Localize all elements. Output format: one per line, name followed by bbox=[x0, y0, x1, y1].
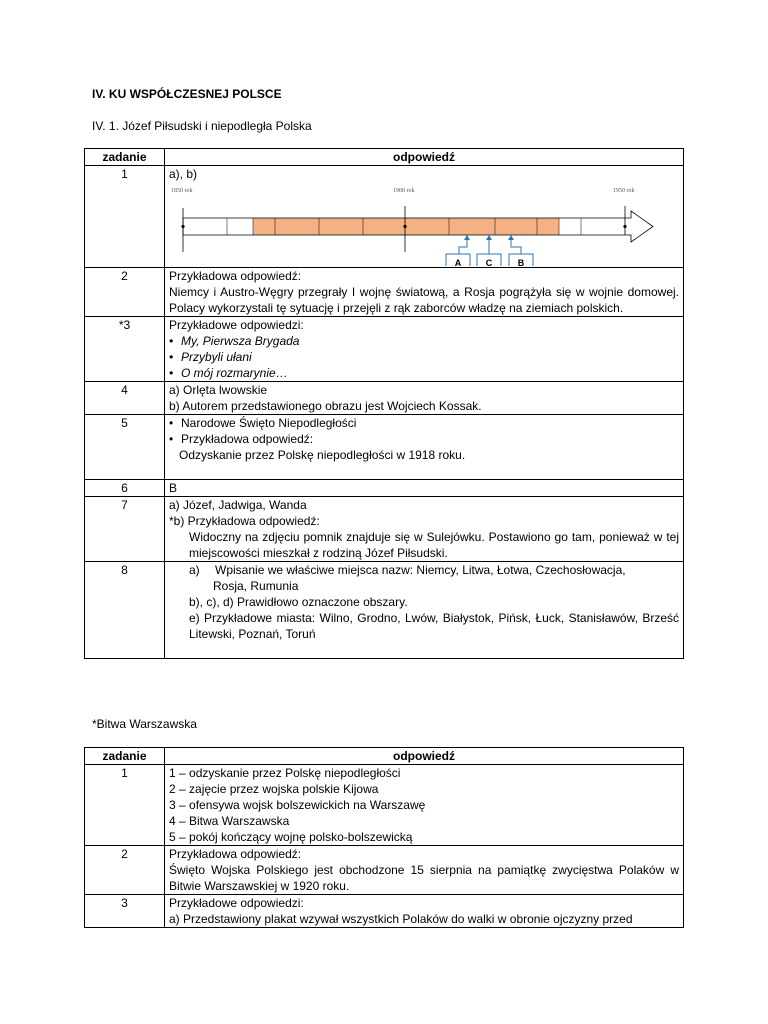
header-zadanie: zadanie bbox=[85, 149, 165, 166]
answer-cell bbox=[165, 765, 684, 846]
table-row bbox=[85, 268, 684, 317]
header-odpowiedz: odpowiedź bbox=[165, 748, 684, 765]
marker-boxes bbox=[446, 254, 533, 266]
answer-cell bbox=[165, 268, 684, 317]
list-item: • Przybyli ułani bbox=[169, 349, 679, 365]
answer-cell: B bbox=[165, 480, 684, 497]
list-item: • My, Pierwsza Brygada bbox=[169, 333, 679, 349]
list-item: 5 – pokój kończący wojnę polsko-bolszewicką bbox=[169, 830, 413, 844]
answer-cell bbox=[165, 562, 684, 659]
table-row bbox=[85, 895, 684, 928]
list-item: • Przykładowa odpowiedź: bbox=[169, 431, 679, 447]
task-number: 5 bbox=[85, 415, 165, 480]
task-number: 4 bbox=[85, 382, 165, 415]
answer-line bbox=[169, 562, 679, 578]
table-row bbox=[85, 846, 684, 895]
list-item: • O mój rozmarynie… bbox=[169, 365, 679, 381]
answer-text: Widoczny na zdjęciu pomnik znajduje się w Sulejówku. Postawiono go tam, ponieważ w tej miejscowości mieszkał z rodziną Józef Piłsudski. bbox=[189, 530, 679, 560]
task-number: 6 bbox=[85, 480, 165, 497]
answer-line: b), c), d) Prawidłowo oznaczone obszary. bbox=[189, 595, 408, 609]
task-number: 7 bbox=[85, 497, 165, 562]
table-row bbox=[85, 382, 684, 415]
answer-text: Odzyskanie przez Polskę niepodległości w 1918 roku. bbox=[179, 448, 466, 462]
marker-arrowheads bbox=[464, 235, 514, 240]
answer-marker: a) bbox=[189, 563, 200, 577]
answer-intro: Przykładowa odpowiedź: bbox=[169, 847, 302, 861]
task-number: 2 bbox=[85, 846, 165, 895]
answer-intro: Przykładowe odpowiedzi: bbox=[169, 318, 304, 332]
answer-list bbox=[169, 415, 679, 447]
list-item: 1 – odzyskanie przez Polskę niepodległości bbox=[169, 766, 401, 780]
task-number: 1 bbox=[85, 166, 165, 268]
task-number: *3 bbox=[85, 317, 165, 382]
answer-intro: Przykładowa odpowiedź: bbox=[169, 269, 302, 283]
table-row bbox=[85, 765, 684, 846]
marker-a-label: A bbox=[454, 258, 462, 266]
list-item: 2 – zajęcie przez wojska polskie Kijowa bbox=[169, 782, 379, 796]
answer-cell bbox=[165, 415, 684, 480]
answer-cell bbox=[165, 382, 684, 415]
task-number: 2 bbox=[85, 268, 165, 317]
answer-line: Rosja, Rumunia bbox=[213, 579, 299, 593]
answers-table-2 bbox=[84, 747, 684, 928]
timeline-year-mid: 1900 rok bbox=[393, 188, 415, 194]
task-number: 1 bbox=[85, 765, 165, 846]
answer-text: Wpisanie we właściwe miejsca nazw: Niemcy, Litwa, Łotwa, Czechosłowacja, bbox=[215, 563, 626, 577]
table-header bbox=[85, 748, 684, 765]
answer-cell bbox=[165, 497, 684, 562]
timeline-year-start: 1850 rok bbox=[171, 188, 193, 194]
answer-text: Święto Wojska Polskiego jest obchodzone 15 sierpnia na pamiątkę zwycięstwa Polaków w Bitwie Warszawskiej w 1920 roku. bbox=[169, 863, 679, 893]
answer-line: b) Autorem przedstawionego obrazu jest Wojciech Kossak. bbox=[169, 399, 482, 413]
task-number: 8 bbox=[85, 562, 165, 659]
timeline-dots bbox=[181, 225, 626, 228]
list-item: 4 – Bitwa Warszawska bbox=[169, 814, 290, 828]
section-title-battle: *Bitwa Warszawska bbox=[92, 717, 197, 731]
table-row bbox=[85, 166, 684, 268]
table-row bbox=[85, 497, 684, 562]
answer-line: *b) Przykładowa odpowiedź: bbox=[169, 514, 320, 528]
answer-cell bbox=[165, 846, 684, 895]
list-item: • Narodowe Święto Niepodległości bbox=[169, 415, 679, 431]
section-subtitle: IV. 1. Józef Piłsudski i niepodległa Polska bbox=[92, 119, 312, 133]
answer-cell bbox=[165, 166, 684, 268]
timeline-diagram bbox=[169, 184, 669, 266]
marker-c-label: C bbox=[485, 258, 493, 266]
table-header bbox=[85, 149, 684, 166]
header-odpowiedz: odpowiedź bbox=[165, 149, 684, 166]
answer-line: a) Orlęta lwowskie bbox=[169, 383, 268, 397]
answer-cell bbox=[165, 317, 684, 382]
answer-label: a), b) bbox=[169, 167, 198, 181]
answer-intro: Przykładowe odpowiedzi: bbox=[169, 896, 304, 910]
task-number: 3 bbox=[85, 895, 165, 928]
marker-b-label: B bbox=[517, 258, 525, 266]
table-row bbox=[85, 480, 684, 497]
section-title: IV. KU WSPÓŁCZESNEJ POLSCE bbox=[92, 87, 282, 101]
answers-table-1 bbox=[84, 148, 684, 659]
timeline-year-end: 1950 rok bbox=[613, 188, 635, 194]
answer-text: Niemcy i Austro-Węgry przegrały I wojnę światową, a Rosja pogrążyła się w wojnie domowej. Polacy wykorzystali tę sytuację i przejęli z rąk zaborców władzę na ziemiach polskich. bbox=[169, 285, 679, 315]
marker-connectors bbox=[459, 238, 521, 254]
table-row bbox=[85, 317, 684, 382]
table-row bbox=[85, 562, 684, 659]
answer-text: a) Przedstawiony plakat wzywał wszystkich Polaków do walki w obronie ojczyzny przed bbox=[169, 912, 633, 926]
list-item: 3 – ofensywa wojsk bolszewickich na Warszawę bbox=[169, 798, 426, 812]
answer-text: e) Przykładowe miasta: Wilno, Grodno, Lwów, Białystok, Pińsk, Łuck, Stanisławów, Brześć Litewski, Poznań, Toruń bbox=[189, 611, 679, 641]
answer-cell bbox=[165, 895, 684, 928]
table-row bbox=[85, 415, 684, 480]
song-list bbox=[169, 333, 679, 381]
header-zadanie: zadanie bbox=[85, 748, 165, 765]
answer-line: a) Józef, Jadwiga, Wanda bbox=[169, 498, 307, 512]
